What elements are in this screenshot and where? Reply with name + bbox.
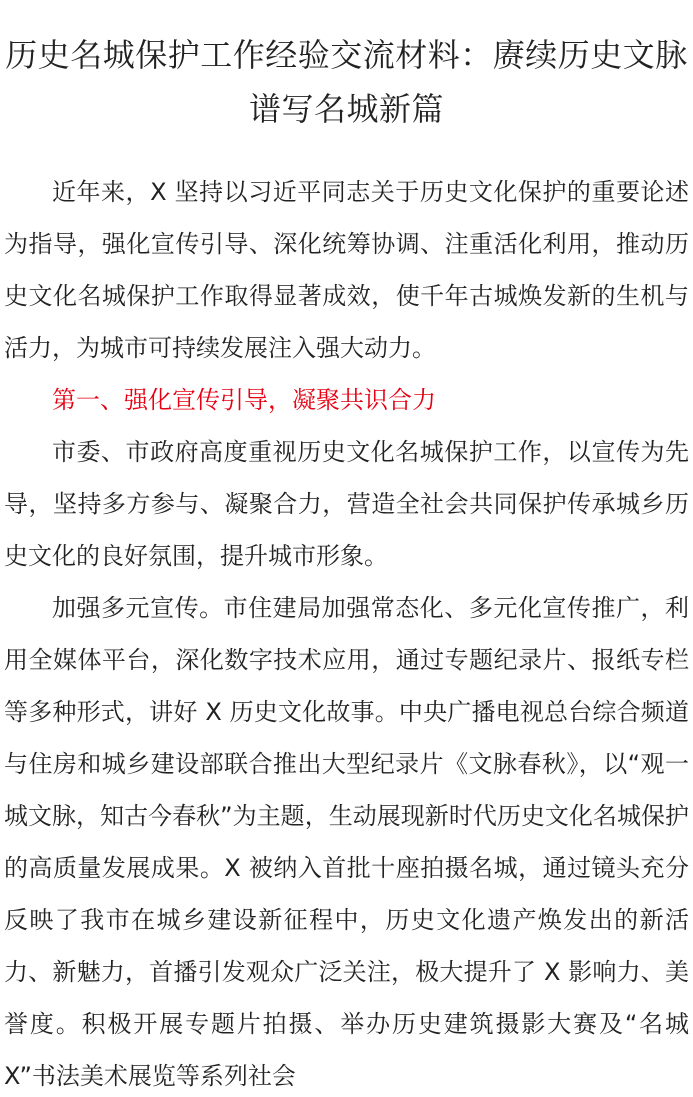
publicity-paragraph: 加强多元宣传。市住建局加强常态化、多元化宣传推广，利用全媒体平台，深化数字技术应用，通过专题纪录片、报纸专栏等多种形式，讲好 X 历史文化故事。中央广播电视总台综合频道与住房和城乡建设部联合推出大型纪录片《文脉春秋》，以“观一城文脉，知古今春秋”为主题，生动展现新时代历史文化名城保护的高质量发展成果。X 被纳入首批十座拍摄名城，通过镜头充分反映了我市在城乡建设新征程中，历史文化遗产焕发出的新活力、新魅力，首播引发观众广泛关注，极大提升了 X 影响力、美誉度。积极开展专题片拍摄、举办历史建筑摄影大赛及“名城 X”书法美术展览等系列社会 <box>4 594 689 1090</box>
document-body <box>4 166 689 1097</box>
document-title: 历史名城保护工作经验交流材料：赓续历史文脉谱写名城新篇 <box>5 36 688 128</box>
intro-paragraph: 近年来，X 坚持以习近平同志关于历史文化保护的重要论述为指导，强化宣传引导、深化统筹协调、注重活化利用，推动历史文化名城保护工作取得显著成效，使千年古城焕发新的生机与活力，为城市可持续发展注入强大动力。 <box>4 178 689 362</box>
section-heading: 第一、强化宣传引导，凝聚共识合力 <box>52 386 436 414</box>
section-intro-paragraph: 市委、市政府高度重视历史文化名城保护工作，以宣传为先导，坚持多方参与、凝聚合力，营造全社会共同保护传承城乡历史文化的良好氛围，提升城市形象。 <box>4 438 689 570</box>
